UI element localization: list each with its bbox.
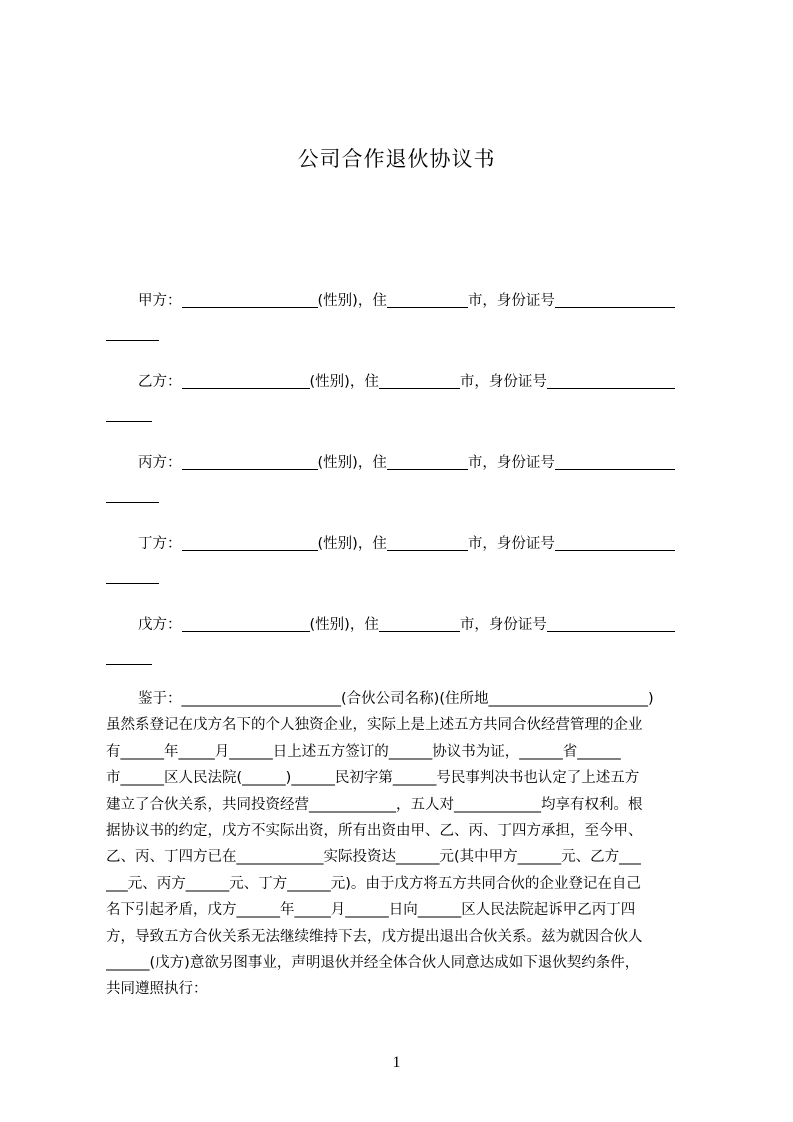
- id-text: 市，身份证号: [467, 455, 555, 471]
- city-blank: [379, 615, 460, 632]
- recital-line: 建立了合伙关系，共同投资经营____________，五人对____________均享有权利。根: [106, 796, 643, 813]
- id-blank: [555, 291, 675, 308]
- id-blank-continued: [106, 405, 152, 422]
- gender-text: (性别)，住: [309, 617, 379, 633]
- party-label: 乙方：: [138, 374, 182, 390]
- id-text: 市，身份证号: [467, 536, 555, 552]
- gender-text: (性别)，住: [317, 293, 387, 309]
- recital-line: 有______年_____月______日上述五方签订的______协议书为证，______省______: [106, 743, 621, 760]
- city-blank: [387, 291, 468, 308]
- id-text: 市，身份证号: [459, 374, 547, 390]
- name-blank: [182, 291, 318, 308]
- name-blank: [182, 534, 318, 551]
- party-block-bing: [106, 447, 702, 513]
- id-blank-continued: [106, 324, 159, 341]
- party-block-ding: [106, 528, 702, 594]
- recital-line: ___元、丙方______元、丁方______元)。由于戊方将五方共同合伙的企业登记在自己: [106, 875, 641, 892]
- gender-text: (性别)，住: [309, 374, 379, 390]
- recital-line: 乙、丙、丁四方已在____________实际投资达______元(其中甲方______元、乙方___: [106, 849, 641, 866]
- recital-line: 虽然系登记在戊方名下的个人独资企业，实际上是上述五方共同合伙经营管理的企业: [106, 717, 643, 734]
- city-blank: [379, 372, 460, 389]
- recital-line: ______(戊方)意欲另图事业，声明退伙并经全体合伙人同意达成如下退伙契约条件，: [106, 954, 640, 971]
- id-blank: [555, 534, 675, 551]
- id-blank-continued: [106, 486, 159, 503]
- page-number: 1: [392, 1054, 401, 1071]
- recital-line: 据协议书的约定，戊方不实际出资，所有出资由甲、乙、丙、丁四方承担，至今甲、: [106, 822, 643, 839]
- name-blank: [182, 615, 310, 632]
- name-blank: [182, 372, 310, 389]
- recital-line: 方，导致五方合伙关系无法继续维持下去，戊方提出退出合伙关系。兹为就因合伙人: [106, 928, 643, 945]
- party-label: 丙方：: [138, 455, 182, 471]
- city-blank: [387, 534, 468, 551]
- party-label: 甲方：: [138, 293, 182, 309]
- party-label: 戊方：: [138, 617, 182, 633]
- city-blank: [387, 453, 468, 470]
- id-blank: [547, 615, 675, 632]
- party-block-jia: [106, 285, 702, 351]
- document-title: 公司合作退伙协议书: [297, 147, 496, 171]
- recital-line: 名下引起矛盾，戊方______年_____月______日向______区人民法院起诉甲乙丙丁四: [106, 902, 636, 919]
- id-text: 市，身份证号: [467, 293, 555, 309]
- recital-line: 鉴于：______________________(合伙公司名称)(住所地______________________): [138, 691, 654, 707]
- name-blank: [182, 453, 318, 470]
- party-block-yi: [106, 366, 702, 432]
- gender-text: (性别)，住: [317, 536, 387, 552]
- recital-line: 共同遵照执行：: [106, 981, 208, 998]
- id-text: 市，身份证号: [459, 617, 547, 633]
- id-blank: [547, 372, 675, 389]
- party-block-wu: [106, 609, 702, 675]
- recital-line: 市______区人民法院(______)______民初字第______号民事判决书也认定了上述五方: [106, 770, 640, 787]
- recital-paragraph: [106, 686, 702, 1003]
- party-label: 丁方：: [138, 536, 182, 552]
- id-blank-continued: [106, 567, 159, 584]
- gender-text: (性别)，住: [317, 455, 387, 471]
- id-blank-continued: [106, 648, 152, 665]
- id-blank: [555, 453, 675, 470]
